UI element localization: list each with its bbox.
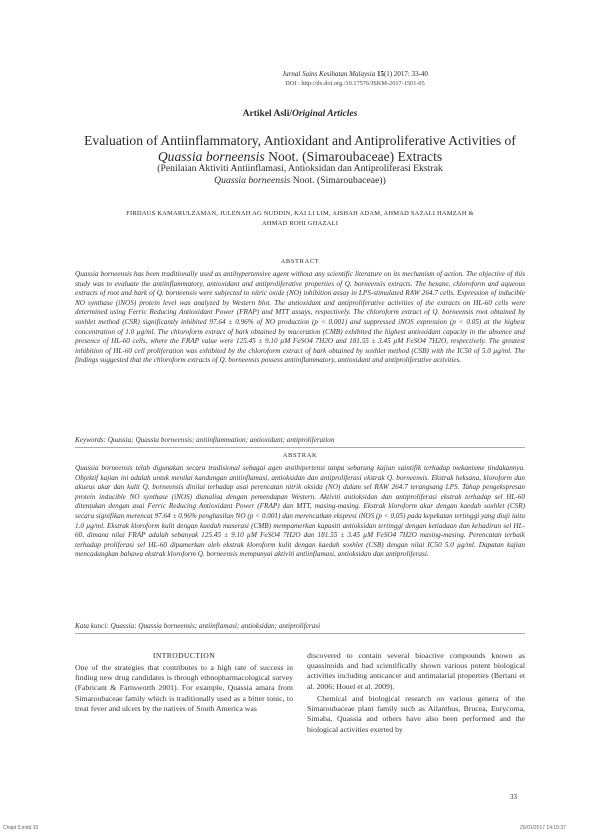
journal-volume: 15 bbox=[376, 70, 384, 78]
page-number: 33 bbox=[510, 793, 517, 801]
introduction-heading: INTRODUCTION bbox=[152, 651, 216, 660]
subtitle-line-1: (Penilaian Aktiviti Antiinflamasi, Antioksidan dan Antiproliferasi Ekstrak bbox=[157, 163, 443, 174]
introduction-right-column-p2: Chemical and biological research on various genera of the Simaroubaceae plant family such as Ailanthus, Brucea, Eurycoma, Simaba, Quassia and others have also been performed and the biological activities exerted by bbox=[307, 694, 525, 734]
footer-timestamp: 25/01/2017 14:15:37 bbox=[520, 825, 566, 831]
divider bbox=[75, 447, 525, 448]
article-title bbox=[55, 133, 545, 164]
introduction-left-column: One of the strategies that contributes to a high rate of success in finding new drug candidates is through ethnopharmacological survey (Fabricant & Farnsworth 2001). For example, Quassia amara from Simaroubaceae family which is traditionally used as a bitter tonic, to treat fever and ulcers by the natives of South America was bbox=[75, 663, 293, 713]
abstract-text: Quassia borneensis has been traditionally used as antihypertensive agent without any scientific literature on its mechanism of action. The objective of this study was to evaluate the antiinflammatory, antioxidant and antiproliferative properties of Q. borneensis extracts. The hexane, chloroform and aqueous extracts of root and bark of Q. borneensis were subjected to nitric oxide (NO) inhibition assay in LPS-stimulated RAW 264.7 cells. Expression of inducible NO synthase (iNOS) protein level was analyzed by Western blot. The antioxidant and antiproliferative activities of the extracts on HL-60 cells were determined using Ferric Reducing Antioxidant Power (FRAP) and MTT assays, respectively. The chloroform extract of Q. borneensis root obtained by soxhlet method (CSR) significantly inhibited 97.64 ± 0.96% of NO production (p < 0.001) and suppressed iNOS expression (p < 0.05) at the highest concentration of 1.0 µg/ml. The chloroform extract of bark obtained by maceration (CMB) exhibited the highest antioxidant capacity in the absence and presence of HL-60 cells, where the FRAP value were 125.45 ± 9.10 µM FeSO4 7H2O and 181.55 ± 3.45 µM FeSO4 7H2O, respectively. The greatest inhibition of HL-60 cell proliferation was exhibited by the chloroform extract of bark obtained by soxhlet method (CSB) with the IC50 of 5.0 µg/ml. The findings suggested that the chloroform extracts of Q. borneensis possess antiinflammatory, antioxidant and antiproliferative activities. bbox=[75, 270, 525, 365]
subtitle-rest: Noot. (Simaroubaceae)) bbox=[290, 174, 386, 186]
kata-kunci-label: Kata kunci: bbox=[75, 622, 109, 630]
title-line-1: Evaluation of Antiinflammatory, Antioxidant and Antiproliferative Activities of bbox=[84, 133, 516, 148]
introduction-right-column-p1: discovered to contain several bioactive compounds known as quassinoids and had scientifically shown various potent biological activities including anticancer and antimalarial properties (Bertani et al. 2006; Houel et al. 2009). bbox=[307, 651, 525, 691]
journal-citation bbox=[0, 70, 600, 79]
title-line-2 bbox=[55, 149, 545, 165]
article-type-english: Original Articles bbox=[291, 109, 358, 119]
article-type-malay: Artikel Asli/ bbox=[242, 109, 292, 119]
title-rest: Noot. (Simaroubaceae) Extracts bbox=[264, 148, 443, 164]
kata-kunci-list: Quassia; Quassia borneensis; antiinflamasi; antioksidan; antiproliferasi bbox=[108, 622, 321, 630]
kata-kunci bbox=[75, 622, 525, 630]
keywords bbox=[75, 436, 525, 444]
authors-line-1: FIRDAUS KAMARULZAMAN, JULENAH AG NUDDIN, KAI LI LIM, AISHAH ADAM, AHMAD SAZALI HAMZAH & bbox=[126, 210, 474, 217]
subtitle-line-2 bbox=[60, 175, 540, 187]
journal-name: Jurnal Sains Kesihatan Malaysia bbox=[282, 70, 376, 78]
authors-line-2: AHMAD ROHI GHAZALI bbox=[261, 220, 339, 227]
keywords-list: Quassia; Quassia borneensis; antiinflammation; antioxidant; antiproliferation bbox=[105, 436, 335, 444]
divider bbox=[75, 633, 525, 634]
footer-file: Chapt 5.indd 33 bbox=[3, 825, 39, 831]
article-subtitle bbox=[60, 163, 540, 186]
abstrak-text: Quassia borneensis telah digunakan secara tradisional sebagai agen antihipertensi tanpa sebarang kajian saintifik terhadap mekanisme tindakannya. Objektif kajian ini adalah untuk menilai kandungan antiinflamasi, antioksidan dan antiproliferasi ekstrak Q. borneensis. Ekstrak heksana, kloroform dan akueus akar dan kulit Q. borneensis dinilai terhadap asai perencatan nitrik oksida (NO) dalam sel RAW 264.7 terangsang LPS. Tahap pengekspresan protein inducible NO synthase (iNOS) dianalisa dengan pemendapan Western. Aktiviti antioksidan dan antiproliferasi ekstrak terhadap sel HL-60 ditentukan dengan asai Ferric Reducing Antioxidant Power (FRAP) dan MTT, masing-masing. Ekstrak kloroform akar dengan kaedah soxhlet (CSR) secara signifikan merencat 97.64 ± 0.96% penghasilan NO (p < 0.001) dan merencatkan ekspresi iNOS (p < 0.05) pada kepekatan tertinggi yang diuji iaitu 1.0 µg/ml. Ekstrak kloroform kulit dengan kaedah maserasi (CMB) mempamerkan kapasiti antioksidan tertinggi dengan ketiadaan dan kehadiran sel HL-60, dimana nilai FRAP adalah sebanyak 125.45 ± 9.10 µM FeSO4 7H2O dan 181.55 ± 3.45 µM FeSO4 7H2O masing-masing. Perencatan terbaik terhadap proliferasi sel HL-60 dipamerkan oleh ekstrak kloroform kulit dengan kaedah soxhlet (CSB) dengan nilai IC50 5.0 µg/ml. Dapatan kajian mencadangkan bahawa ekstrak kloroform Q. borneensis mempunyai aktiviti antiinflamasi, antioksidan dan antiproliferasi. bbox=[75, 464, 525, 559]
keywords-label: Keywords: bbox=[75, 436, 106, 444]
doi-line[interactable]: DOI : http://dx.doi.org./10.17576/JSKM-2017-1501-05 bbox=[285, 80, 425, 87]
journal-issue: (1) 2017: 33-40 bbox=[383, 70, 428, 78]
article-type bbox=[0, 109, 600, 119]
abstract-heading: ABSTRACT bbox=[280, 258, 320, 265]
abstrak-heading: ABSTRAK bbox=[282, 452, 318, 459]
author-list bbox=[70, 209, 530, 229]
title-species: Quassia borneensis bbox=[157, 148, 265, 164]
subtitle-species: Quassia borneensis bbox=[214, 174, 291, 186]
